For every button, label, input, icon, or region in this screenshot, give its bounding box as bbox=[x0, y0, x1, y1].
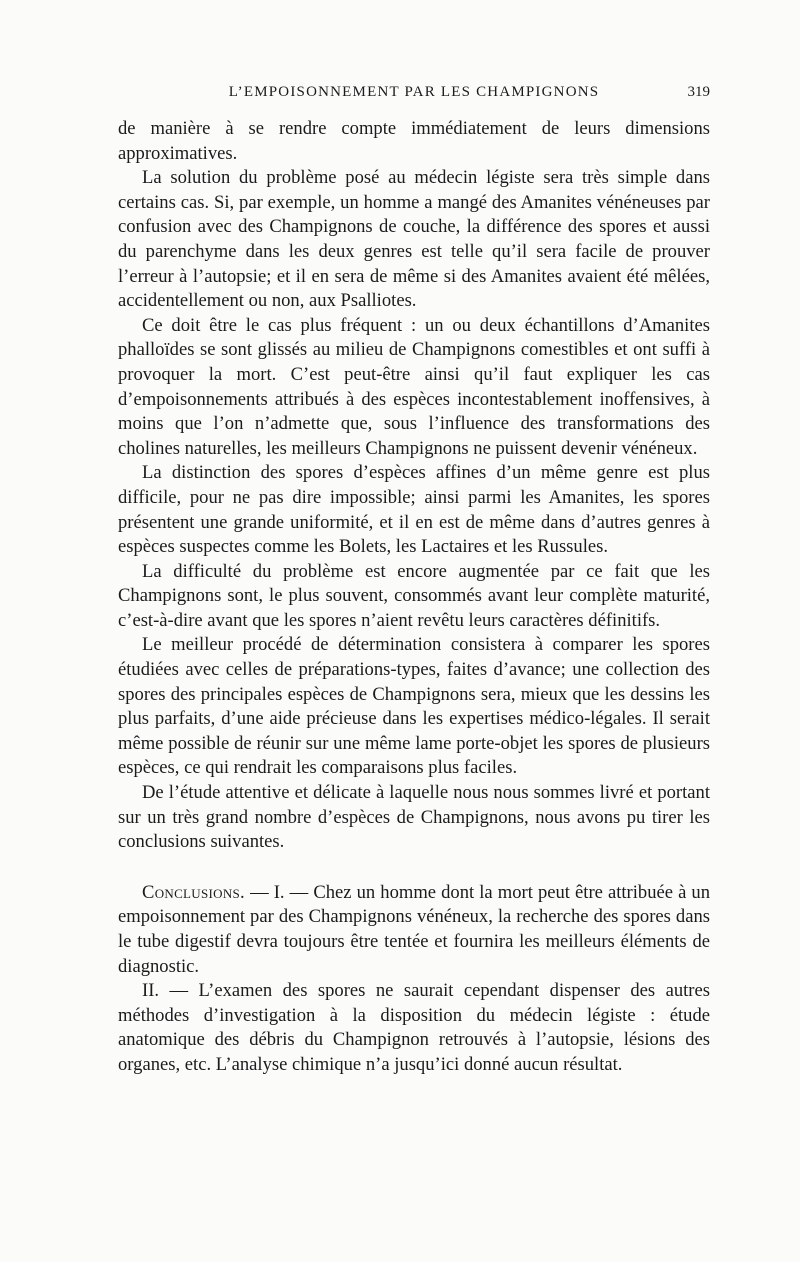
paragraph: De l’étude attentive et délicate à laquelle nous nous sommes livré et portant sur un très grand nombre d’espèces de Champignons, nous avons pu tirer les conclusions suivantes. bbox=[118, 782, 710, 853]
paragraph: La solution du problème posé au médecin légiste sera très simple dans certains cas. Si, par exemple, un homme a mangé des Amanites vénéneuses par confusion avec des Champignons de couche, la différence des spores et aussi du parenchyme dans les deux genres est telle qu’il sera facile de prouver l’erreur à l’autopsie; et il en sera de même si des Amanites avaient été mêlées, accidentellement ou non, aux Psalliotes. bbox=[118, 167, 710, 312]
paragraph: La distinction des spores d’espèces affines d’un même genre est plus difficile, pour ne pas dire impossible; ainsi parmi les Amanites, les spores présentent une grande uniformité, et il en est de même dans d’autres genres à espèces suspectes comme les Bolets, les Lactaires et les Russules. bbox=[118, 462, 710, 558]
paragraph: Le meilleur procédé de détermination consistera à comparer les spores étudiées avec celles de préparations-types, faites d’avance; une collection des spores des principales espèces de Champignons sera, mieux que les dessins les plus parfaits, d’une aide précieuse dans les expertises médico-légales. Il serait même possible de réunir sur une même lame porte-objet les spores de plusieurs espèces, ce qui rendrait les comparaisons plus faciles. bbox=[118, 634, 710, 779]
conclusion-numeral: — I. — bbox=[250, 881, 309, 903]
paragraph: Ce doit être le cas plus fréquent : un ou deux échantillons d’Amanites phalloïdes se sont glissés au milieu de Champignons comestibles et ont suffi à provoquer la mort. C’est peut-être ainsi qu’il faut expliquer les cas d’empoisonnements attribués à des espèces incontestablement inoffensives, à moins que l’on n’admette que, sous l’influence des transformations des cholines naturelles, les meilleurs Champignons ne puissent devenir vénéneux. bbox=[118, 314, 710, 459]
conclusion-numeral: II. — bbox=[142, 980, 189, 1002]
paragraph-continuation: de manière à se rendre compte immédiatement de leurs dimensions approximatives. bbox=[118, 118, 710, 164]
running-title: L’EMPOISONNEMENT PAR LES CHAMPIGNONS bbox=[228, 84, 600, 100]
paragraph: La difficulté du problème est encore augmentée par ce fait que les Champignons sont, le plus souvent, consommés avant leur complète maturité, c’est-à-dire avant que les spores n’aient revêtu leurs caractères définitifs. bbox=[118, 560, 710, 631]
conclusion-text: L’examen des spores ne saurait cependant dispenser des autres méthodes d’investigation à la disposition du médecin légiste : étude anatomique des débris du Champignon retrouvés à l’autopsie, lésions des organes, etc. L’analyse chimique n’a jusqu’ici donné aucun résultat. bbox=[118, 980, 710, 1075]
conclusion-2 bbox=[118, 979, 710, 1077]
page-body bbox=[118, 117, 710, 1078]
conclusion-1 bbox=[118, 881, 710, 979]
page-header bbox=[118, 84, 710, 108]
conclusions-heading: Conclusions. bbox=[142, 881, 245, 903]
conclusion-text: Chez un homme dont la mort peut être attribuée à un empoisonnement par des Champignons vénéneux, la recherche des spores dans le tube digestif devra toujours être tentée et fournira les meilleurs éléments de diagnostic. bbox=[118, 881, 710, 977]
page-number: 319 bbox=[687, 84, 710, 100]
